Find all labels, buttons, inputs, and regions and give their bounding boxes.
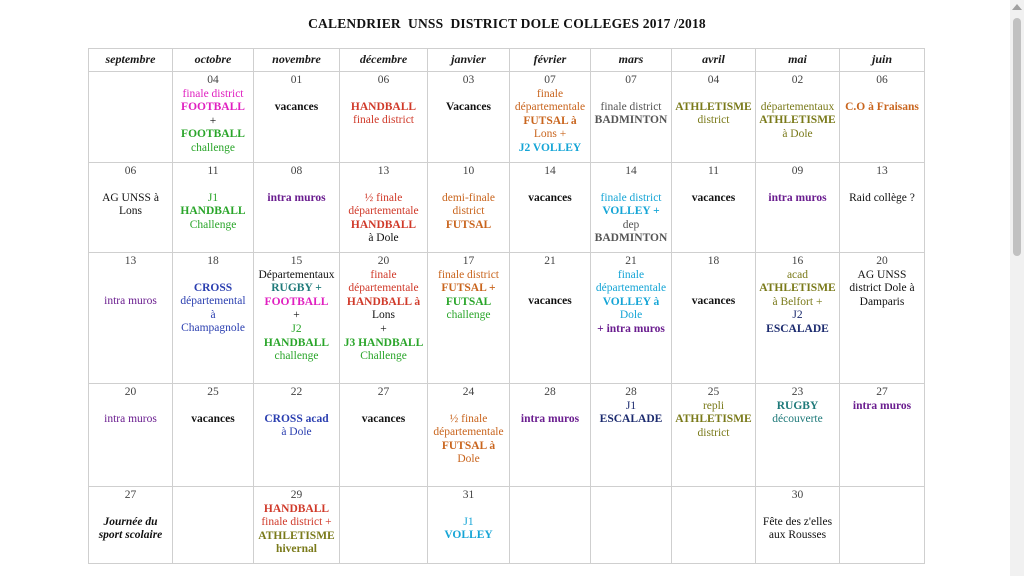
calendar-cell <box>591 253 672 384</box>
day-number: 17 <box>462 255 475 267</box>
cell-spacer <box>842 88 922 101</box>
day-number: 25 <box>207 386 219 398</box>
day-number: 13 <box>377 165 390 177</box>
event-text: finale <box>536 87 564 100</box>
event-text: RUGBY <box>776 399 819 412</box>
cell-spacer <box>674 282 753 295</box>
event-text: FUTSAL <box>445 218 492 231</box>
event-text: Challenge <box>189 218 237 231</box>
calendar-cell <box>340 253 428 384</box>
event-text: Lons + <box>533 128 567 141</box>
event-text: HANDBALL <box>350 100 417 113</box>
calendar-cell <box>672 487 756 564</box>
event-text: vacances <box>691 191 736 204</box>
calendar-cell <box>89 72 173 163</box>
scrollbar-thumb[interactable] <box>1013 18 1021 256</box>
day-number: 15 <box>290 255 303 267</box>
calendar-cell <box>672 384 756 487</box>
day-number: 11 <box>207 165 219 177</box>
event-text: départemental <box>180 295 246 308</box>
event-text: Fête des z'elles <box>762 515 833 528</box>
month-header-octobre: octobre <box>173 49 254 72</box>
day-number: 27 <box>377 386 390 398</box>
event-text: J1 <box>207 191 219 204</box>
cell-spacer <box>758 88 837 101</box>
calendar-cell <box>510 72 591 163</box>
day-number: 06 <box>876 74 888 86</box>
event-text: FUTSAL à <box>523 114 577 127</box>
day-number: 07 <box>625 74 637 86</box>
calendar-cell <box>428 163 510 253</box>
cell-spacer <box>175 400 251 413</box>
event-text: J2 VOLLEY <box>518 141 582 154</box>
day-number: 27 <box>876 386 888 398</box>
calendar-cell <box>840 163 925 253</box>
month-header-row <box>89 49 925 72</box>
event-text: intra muros <box>768 191 827 204</box>
day-number: 14 <box>625 165 637 177</box>
event-text: Raid collège ? <box>849 191 915 204</box>
calendar-cell <box>428 72 510 163</box>
event-text: départementale <box>514 101 586 114</box>
month-header-fevrier: février <box>510 49 591 72</box>
calendar-cell <box>591 163 672 253</box>
event-text: + intra muros <box>597 322 665 335</box>
event-text: HANDBALL <box>180 205 246 218</box>
event-text: départementaux <box>760 100 835 113</box>
calendar-cell <box>840 253 925 384</box>
calendar-cell <box>173 253 254 384</box>
day-number: 30 <box>791 489 804 501</box>
event-text: Dole <box>619 309 643 322</box>
calendar-cell <box>756 384 840 487</box>
day-number: 31 <box>462 489 475 501</box>
event-text: finale district + <box>261 516 332 529</box>
cell-spacer <box>430 400 507 413</box>
calendar-cell <box>510 253 591 384</box>
calendar-cell <box>340 487 428 564</box>
calendar-cell <box>254 384 340 487</box>
event-text: vacances <box>528 294 572 307</box>
event-text: Lons <box>372 309 395 322</box>
event-text: VOLLEY à <box>602 295 660 308</box>
event-text: finale district <box>438 268 499 281</box>
day-number: 04 <box>707 74 720 86</box>
cell-spacer <box>256 179 337 192</box>
calendar-cell <box>89 487 173 564</box>
calendar-cell <box>510 487 591 564</box>
event-text: J3 HANDBALL <box>343 336 424 349</box>
calendar-cell <box>340 384 428 487</box>
event-text: VOLLEY + <box>602 205 660 218</box>
calendar-cell <box>254 487 340 564</box>
day-number: 10 <box>462 165 475 177</box>
day-number: 06 <box>124 165 137 177</box>
event-text: district Dole à <box>849 282 915 295</box>
event-text: challenge <box>446 309 491 322</box>
event-text: acad <box>786 268 809 281</box>
event-text: finale district <box>600 100 662 113</box>
day-number: 09 <box>791 165 804 177</box>
calendar-cell <box>89 253 173 384</box>
event-text: ½ finale <box>449 412 488 425</box>
calendar-cell <box>89 163 173 253</box>
event-text: FOOTBALL <box>264 295 329 308</box>
cell-spacer <box>512 179 588 192</box>
event-text: à Belfort + <box>772 295 823 308</box>
calendar-cell <box>173 72 254 163</box>
cell-spacer <box>91 400 170 413</box>
event-text: challenge <box>190 141 236 154</box>
scroll-up-arrow-icon[interactable] <box>1012 4 1022 10</box>
calendar-cell <box>756 253 840 384</box>
calendar-table <box>88 48 925 564</box>
event-text: ESCALADE <box>599 413 663 426</box>
calendar-cell <box>340 72 428 163</box>
event-text: finale <box>370 268 397 281</box>
event-text: départementale <box>433 426 504 439</box>
cell-spacer <box>512 400 588 413</box>
week-row <box>89 72 925 163</box>
calendar-cell <box>254 253 340 384</box>
day-number: 24 <box>462 386 475 398</box>
day-number: 28 <box>625 386 637 398</box>
event-text: ATHLETISME <box>759 282 836 295</box>
cell-spacer <box>512 269 588 282</box>
cell-spacer <box>91 269 170 282</box>
day-number: 18 <box>707 255 720 267</box>
cell-spacer <box>430 503 507 516</box>
cell-spacer <box>91 282 170 295</box>
event-text: HANDBALL <box>263 502 330 515</box>
event-text: découverte <box>772 413 823 426</box>
event-text: ½ finale <box>364 191 403 204</box>
event-text: AG UNSS à <box>102 191 159 204</box>
month-header-avril: avril <box>672 49 756 72</box>
day-number: 04 <box>207 74 219 86</box>
calendar-cell <box>672 163 756 253</box>
event-text: FUTSAL <box>445 295 492 308</box>
cell-spacer <box>175 179 251 192</box>
month-header-mars: mars <box>591 49 672 72</box>
event-text: départementale <box>595 282 667 295</box>
event-text: HANDBALL <box>350 218 417 231</box>
day-number: 27 <box>124 489 137 501</box>
event-text: aux Rousses <box>768 529 827 542</box>
event-text: intra muros <box>104 412 157 425</box>
event-text: vacances <box>191 412 235 425</box>
event-text: challenge <box>274 350 319 363</box>
day-number: 01 <box>290 74 303 86</box>
calendar-cell <box>672 72 756 163</box>
cell-spacer <box>256 400 337 413</box>
event-text: ATHLETISME <box>258 529 335 542</box>
event-text: FOOTBALL <box>181 128 245 141</box>
event-text: à Dole <box>782 127 813 140</box>
week-row <box>89 163 925 253</box>
calendar-cell <box>173 487 254 564</box>
month-header-juin: juin <box>840 49 925 72</box>
event-text: J2 <box>291 322 302 335</box>
event-text: finale district <box>182 87 244 100</box>
event-text: intra muros <box>520 412 580 425</box>
calendar-cell <box>591 487 672 564</box>
calendar-cell <box>89 384 173 487</box>
calendar-cell <box>756 72 840 163</box>
event-text: ATHLETISME <box>675 100 752 113</box>
calendar-cell <box>591 72 672 163</box>
cell-spacer <box>91 179 170 192</box>
event-text: finale <box>617 268 645 281</box>
event-text: district <box>697 426 730 439</box>
cell-spacer <box>842 179 922 192</box>
event-text: vacances <box>274 100 319 113</box>
event-text: VOLLEY <box>444 529 493 542</box>
event-text: vacances <box>361 412 406 425</box>
day-number: 07 <box>544 74 556 86</box>
calendar-body <box>89 72 925 564</box>
event-text: Damparis <box>859 295 905 308</box>
day-number: 20 <box>377 255 390 267</box>
event-text: à Dole <box>281 426 312 439</box>
cell-spacer <box>91 503 170 516</box>
month-header-janvier: janvier <box>428 49 510 72</box>
cell-spacer <box>342 179 425 192</box>
event-text: district <box>697 114 730 127</box>
event-text: finale district <box>600 191 662 204</box>
cell-spacer <box>342 400 425 413</box>
day-number: 25 <box>707 386 720 398</box>
event-text: intra muros <box>267 191 326 204</box>
month-header-novembre: novembre <box>254 49 340 72</box>
cell-spacer <box>758 179 837 192</box>
calendar-cell <box>428 487 510 564</box>
event-text: départementale <box>348 205 419 218</box>
event-text: Dole <box>457 453 480 466</box>
calendar-cell <box>510 384 591 487</box>
calendar-cell <box>840 72 925 163</box>
cell-spacer <box>593 179 669 192</box>
event-text: CROSS <box>193 281 233 294</box>
cell-spacer <box>674 88 753 101</box>
event-text: intra muros <box>104 294 157 307</box>
event-text: FUTSAL + <box>441 282 496 295</box>
event-text: départementale <box>348 282 419 295</box>
event-text: intra muros <box>852 399 912 412</box>
event-text: Départementaux <box>258 268 335 281</box>
event-text: Vacances <box>446 100 491 113</box>
calendar-cell <box>840 487 925 564</box>
calendar-cell <box>756 487 840 564</box>
event-text: HANDBALL à <box>346 295 421 308</box>
day-number: 20 <box>124 386 137 398</box>
cell-spacer <box>758 503 837 516</box>
event-text: vacances <box>691 294 736 307</box>
day-number: 11 <box>707 165 720 177</box>
month-header-septembre: septembre <box>89 49 173 72</box>
cell-spacer <box>512 282 588 295</box>
day-number: 18 <box>207 255 219 267</box>
month-header-decembre: décembre <box>340 49 428 72</box>
day-number: 23 <box>791 386 804 398</box>
day-number: 08 <box>290 165 303 177</box>
day-number: 13 <box>124 255 137 267</box>
event-text: ATHLETISME <box>675 413 752 426</box>
event-text: + <box>209 114 217 127</box>
calendar-cell <box>756 163 840 253</box>
week-row <box>89 253 925 384</box>
event-text: CROSS acad <box>264 412 329 425</box>
event-text: ATHLETISME <box>759 114 836 127</box>
day-number: 22 <box>290 386 303 398</box>
calendar-cell <box>510 163 591 253</box>
event-text: J1 <box>625 399 637 412</box>
event-text: FUTSAL à <box>441 439 496 452</box>
event-text: HANDBALL <box>263 336 330 349</box>
cell-spacer <box>674 269 753 282</box>
event-text: finale district <box>353 114 414 127</box>
event-text: Challenge <box>360 350 407 363</box>
event-text: sport scolaire <box>98 529 163 542</box>
calendar-cell <box>340 163 428 253</box>
calendar-cell <box>672 253 756 384</box>
calendar-cell <box>173 163 254 253</box>
event-text: Lons <box>119 205 142 218</box>
event-text: Journée du <box>103 515 158 528</box>
day-number: 21 <box>544 255 556 267</box>
day-number: 29 <box>290 489 303 501</box>
day-number: 20 <box>876 255 888 267</box>
day-number: 13 <box>876 165 888 177</box>
event-text: C.O à Fraisans <box>845 100 919 113</box>
calendar-cell <box>840 384 925 487</box>
cell-spacer <box>342 88 425 101</box>
day-number: 16 <box>791 255 804 267</box>
event-text: repli <box>702 399 725 412</box>
event-text: J1 <box>463 515 474 528</box>
event-text: dep <box>622 218 640 231</box>
event-text: vacances <box>528 191 572 204</box>
calendar-cell <box>428 253 510 384</box>
week-row <box>89 487 925 564</box>
day-number: 02 <box>791 74 804 86</box>
cell-spacer <box>256 88 337 101</box>
cell-spacer <box>593 88 669 101</box>
event-text: à Dole <box>368 232 399 245</box>
page-title: CALENDRIER UNSS DISTRICT DOLE COLLEGES 2017 /2018 <box>308 16 706 31</box>
day-number: 21 <box>625 255 637 267</box>
event-text: BADMINTON <box>594 114 668 127</box>
event-text: + <box>380 322 387 335</box>
day-number: 28 <box>544 386 556 398</box>
cell-spacer <box>430 179 507 192</box>
calendar-cell <box>173 384 254 487</box>
event-text: district <box>452 205 485 218</box>
day-number: 03 <box>462 74 475 86</box>
event-text: Champagnole <box>181 322 245 335</box>
calendar-cell <box>254 163 340 253</box>
month-header-mai: mai <box>756 49 840 72</box>
calendar-cell <box>591 384 672 487</box>
event-text: hivernal <box>276 543 317 556</box>
calendar-cell <box>254 72 340 163</box>
event-text: J2 <box>792 309 803 322</box>
event-text: FOOTBALL <box>181 101 245 114</box>
event-text: + <box>293 309 300 322</box>
cell-spacer <box>674 179 753 192</box>
cell-spacer <box>175 269 251 282</box>
event-text: ESCALADE <box>766 322 829 335</box>
event-text: demi-finale <box>441 191 495 204</box>
cell-spacer <box>430 88 507 101</box>
event-text: à <box>210 308 216 321</box>
event-text: BADMINTON <box>594 232 668 245</box>
day-number: 06 <box>377 74 390 86</box>
event-text: RUGBY + <box>271 282 322 295</box>
week-row <box>89 384 925 487</box>
day-number: 14 <box>544 165 556 177</box>
event-text: AG UNSS <box>857 268 907 281</box>
calendar-cell <box>428 384 510 487</box>
